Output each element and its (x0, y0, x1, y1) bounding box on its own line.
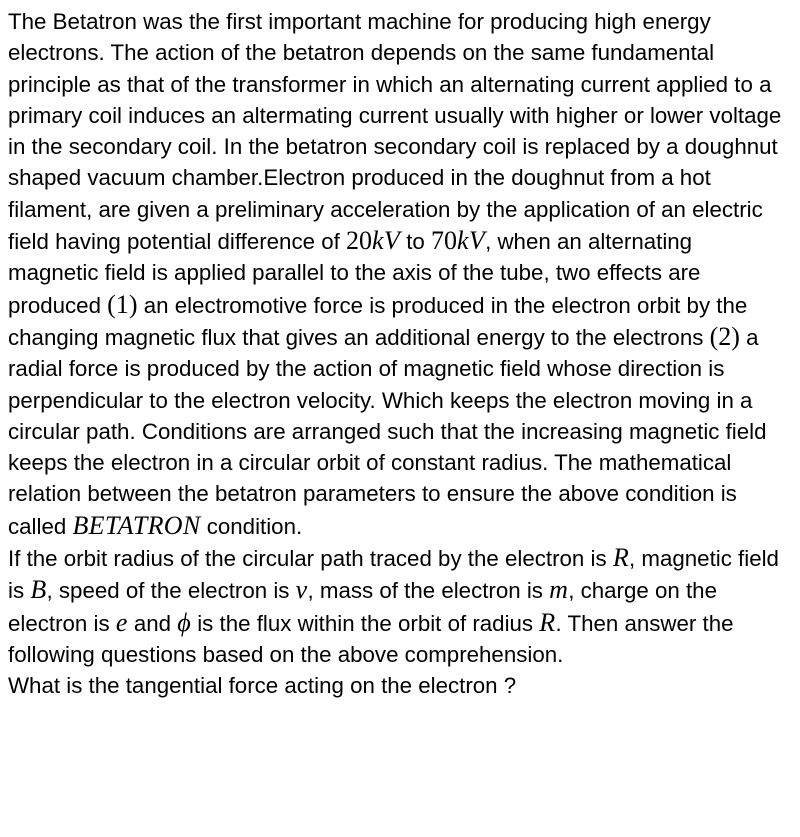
variables-text: If the orbit radius of the circular path traced by the electron is (8, 546, 613, 572)
math-enum-1: (1) (107, 289, 138, 319)
math-voltage-max-number: 70 (431, 226, 458, 256)
math-condition-name: BETATRON (72, 510, 201, 540)
variables-text: . Then answer the following questions based on the above comprehension. (8, 610, 734, 667)
math-var-speed: v (295, 575, 308, 605)
question-text: What is the tangential force acting on the electron ? (8, 673, 517, 699)
math-var-charge: e (115, 607, 128, 637)
passage-text: an electromotive force is produced in the electron orbit by the changing magnetic flux that gives an additional energy to the electrons (8, 292, 748, 350)
math-voltage-max-unit: kV (457, 226, 486, 256)
math-var-magnetic-field: B (30, 575, 47, 605)
math-var-radius-2: R (539, 607, 556, 637)
passage-text: , when an alternating magnetic field is applied parallel to the axis of the tube, two effects are produced (8, 229, 701, 318)
passage-text: The Betatron was the first important machine for producing high energy electrons. The action of the betatron depends on the same fundamental principle as that of the transformer in which an alternating current applied to a primary coil induces an altermating current usually with higher or lower voltage in the secondary coil. In the betatron secondary coil is replaced by a doughnut shaped vacuum chamber.Electron produced in the doughnut from a hot filament, are given a preliminary acceleration by the application of an electric field having potential difference of (8, 9, 782, 255)
passage-paragraph (8, 6, 782, 542)
variables-paragraph (8, 542, 782, 670)
passage-text: condition. (200, 513, 303, 539)
math-var-mass: m (549, 575, 569, 605)
math-var-flux: ϕ (177, 607, 192, 637)
variables-text: is the flux within the orbit of radius (191, 610, 540, 636)
passage-text: a radial force is produced by the action of magnetic field whose direction is perpendicular to the electron velocity. Which keeps the electron moving in a circular path. Conditions are arranged such that the increasing magnetic field keeps the electron in a circular orbit of constant radius. The mathematical relation between the betatron parameters to ensure the above condition is called (8, 324, 767, 539)
math-enum-2: (2) (709, 321, 740, 351)
variables-text: , magnetic field is (8, 546, 779, 604)
math-voltage-min-unit: kV (372, 226, 401, 256)
math-var-radius: R (612, 543, 629, 573)
variables-text: , speed of the electron is (46, 578, 296, 604)
variables-text: and (127, 610, 178, 636)
variables-text: , mass of the electron is (307, 578, 550, 604)
variables-text: , charge on the electron is (8, 578, 717, 636)
math-voltage-min-number: 20 (346, 226, 372, 256)
passage-text: to (400, 229, 432, 255)
